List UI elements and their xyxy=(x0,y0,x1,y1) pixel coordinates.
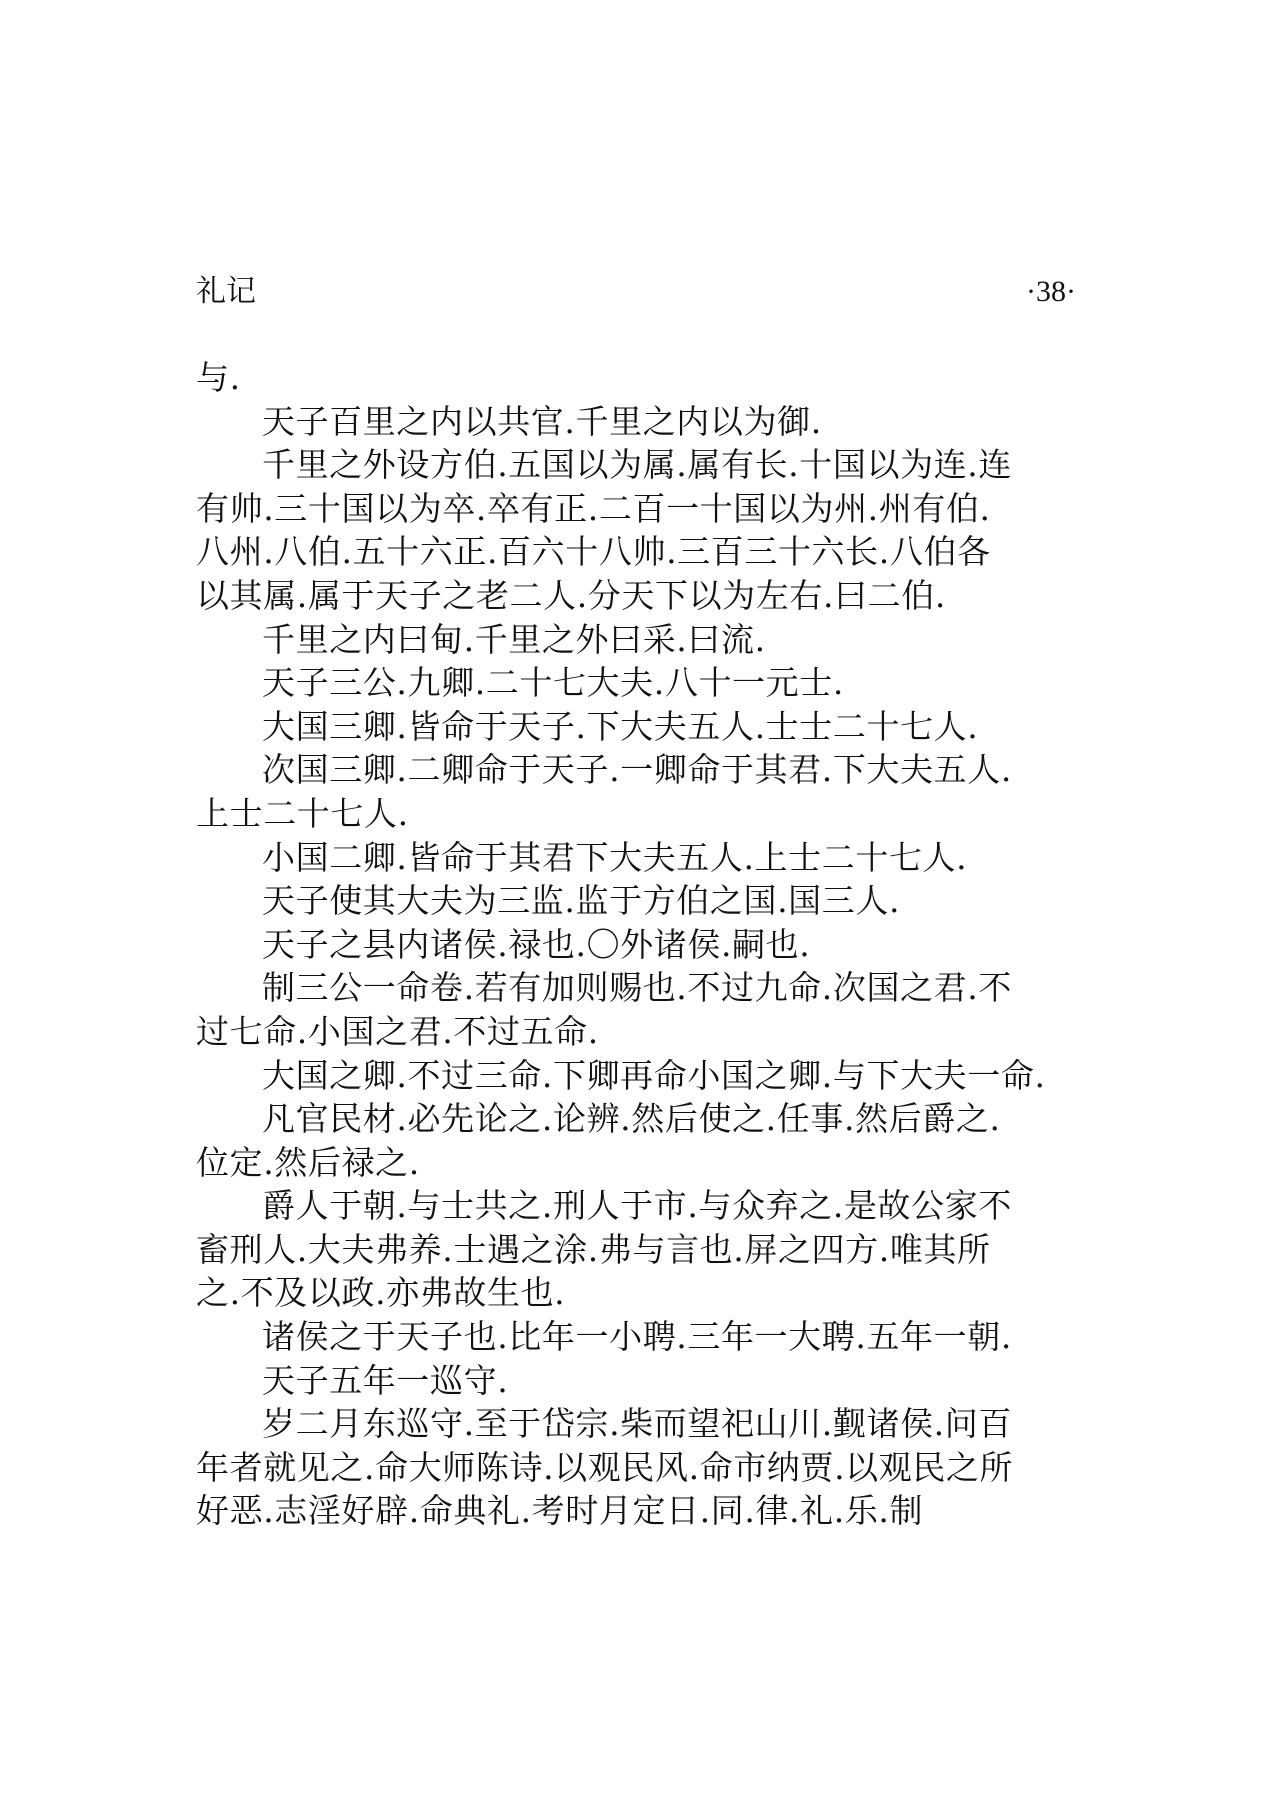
text-line: 年者就见之.命大师陈诗.以观民风.命市纳贾.以观民之所 xyxy=(196,1447,1014,1487)
text-line: 天子三公.九卿.二十七大夫.八十一元士. xyxy=(262,663,844,703)
body-text xyxy=(196,356,1106,1533)
text-line: 天子之县内诸侯.禄也.〇外诸侯.嗣也. xyxy=(262,924,811,964)
text-line: 诸侯之于天子也.比年一小聘.三年一大聘.五年一朝. xyxy=(262,1317,1012,1357)
text-line: 之.不及以政.亦弗故生也. xyxy=(196,1273,566,1313)
text-line: 与. xyxy=(196,358,241,397)
text-line: 制三公一命卷.若有加则赐也.不过九命.次国之君.不 xyxy=(262,968,1012,1008)
text-line: 畜刑人.大夫弗养.士遇之涂.弗与言也.屏之四方.唯其所 xyxy=(196,1229,991,1269)
text-line: 上士二十七人. xyxy=(196,793,409,833)
text-line: 岁二月东巡守.至于岱宗.柴而望祀山川.觐诸侯.问百 xyxy=(262,1404,1012,1444)
text-line: 大国三卿.皆命于天子.下大夫五人.士士二十七人. xyxy=(262,706,979,746)
text-line: 天子百里之内以共官.千里之内以为御. xyxy=(262,401,822,441)
text-line: 凡官民材.必先论之.论辨.然后使之.任事.然后爵之. xyxy=(262,1099,1001,1139)
text-line: 好恶.志淫好辟.命典礼.考时月定日.同.律.礼.乐.制 xyxy=(196,1491,924,1531)
text-line: 天子使其大夫为三监.监于方伯之国.国三人. xyxy=(262,881,901,921)
text-line: 千里之内曰甸.千里之外曰采.曰流. xyxy=(262,619,766,659)
text-line: 有帅.三十国以为卒.卒有正.二百一十国以为州.州有伯. xyxy=(196,488,991,528)
text-line: 爵人于朝.与士共之.刑人于市.与众弃之.是故公家不 xyxy=(262,1186,1012,1226)
text-line: 八州.八伯.五十六正.百六十八帅.三百三十六长.八伯各 xyxy=(196,532,991,572)
text-line: 过七命.小国之君.不过五命. xyxy=(196,1011,599,1051)
text-line: 大国之卿.不过三命.下卿再命小国之卿.与下大夫一命. xyxy=(262,1055,1046,1095)
page-number: ·38· xyxy=(1026,275,1076,308)
text-line: 小国二卿.皆命于其君下大夫五人.上士二十七人. xyxy=(262,837,968,877)
text-line: 天子五年一巡守. xyxy=(262,1360,509,1400)
text-line: 以其属.属于天子之老二人.分天下以为左右.曰二伯. xyxy=(196,575,946,615)
page-header xyxy=(196,270,1076,314)
text-line: 千里之外设方伯.五国以为属.属有长.十国以为连.连 xyxy=(262,445,1012,485)
text-line: 次国三卿.二卿命于天子.一卿命于其君.下大夫五人. xyxy=(262,750,1012,790)
running-title: 礼记 xyxy=(196,274,256,309)
text-line: 位定.然后禄之. xyxy=(196,1142,420,1182)
